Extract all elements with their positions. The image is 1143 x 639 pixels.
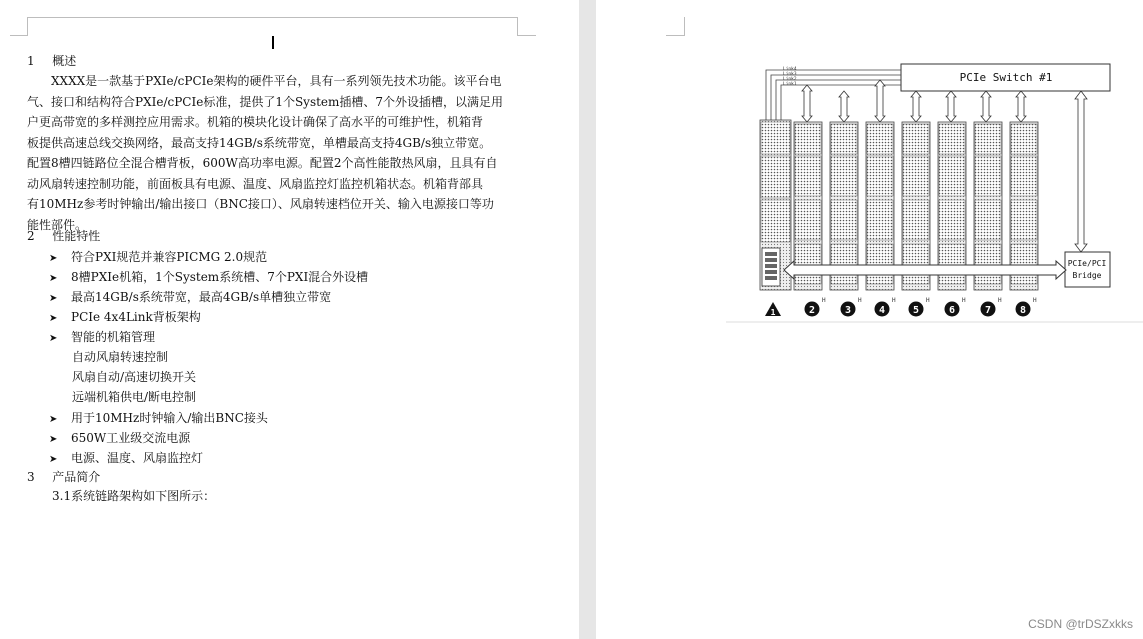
section-title: 概述 — [52, 54, 77, 68]
slot-superscript: H — [892, 297, 896, 304]
system-slot-block — [760, 120, 791, 290]
slot-superscript: H — [822, 297, 826, 304]
section-1-heading — [27, 51, 76, 71]
intro-paragraph — [27, 71, 521, 235]
paragraph-line: 有10MHz参考时钟输出/输出接口（BNC接口）、风扇转速档位开关、输入电源接口等功 — [27, 197, 494, 211]
slot-superscript: H — [962, 297, 966, 304]
arrow-bullet-icon: ➤ — [49, 434, 58, 445]
header-guide-line — [28, 17, 518, 18]
section-3-1-text: 3.1系统链路架构如下图所示： — [52, 489, 216, 503]
section-title: 产品简介 — [52, 470, 101, 484]
system-slot-number: 1 — [770, 308, 776, 317]
page-gutter — [579, 0, 596, 639]
feature-bullet: ➤ 650W工业级交流电源 — [49, 428, 190, 450]
slot-number: 3 — [844, 305, 852, 316]
text-cursor — [272, 36, 274, 49]
sub-feature-line: 远端机箱供电/断电控制 — [72, 390, 197, 404]
margin-mark-right — [518, 35, 536, 36]
pcie-pci-bridge-box — [1065, 252, 1110, 287]
section-number: 3 — [27, 470, 35, 484]
bridge-vertical-arrow — [1075, 91, 1087, 252]
sub-feature-line: 风扇自动/高速切换开关 — [72, 370, 197, 384]
paragraph-line: 配置8槽四链路位全混合槽背板，600W高功率电源。配置2个高性能散热风扇，且具有自 — [27, 156, 498, 170]
slot-superscript: H — [926, 297, 930, 304]
bridge-label-line2: Bridge — [1072, 271, 1102, 280]
arrow-bullet-icon: ➤ — [49, 454, 58, 465]
slot-number: 4 — [878, 305, 886, 316]
slot-number: 2 — [808, 305, 816, 316]
feature-bullet: ➤ 智能的机箱管理 — [49, 327, 155, 349]
paragraph-line: 板提供高速总线交换网络，最高支持14GB/s系统带宽，单槽最高支持4GB/s独立带宽。 — [27, 135, 492, 150]
arrow-bullet-icon: ➤ — [49, 414, 58, 425]
link-label: Link1 — [783, 82, 797, 87]
paragraph-line: 户更高带宽的多样测控应用需求。机箱的模块化设计确保了高水平的可维护性，机箱背 — [27, 115, 484, 129]
slot-number: 8 — [1019, 305, 1027, 316]
section-3-heading — [27, 467, 100, 487]
document-page-right[interactable] — [596, 0, 1143, 639]
watermark: CSDN @trDSZxkks — [1028, 617, 1133, 631]
section-2-heading — [27, 226, 100, 246]
paragraph-line: 动风扇转速控制功能，前面板具有电源、温度、风扇监控灯监控机箱状态。机箱背部具 — [27, 176, 484, 191]
sub-feature-line: 自动风扇转速控制 — [72, 350, 169, 364]
header-guide-right — [517, 17, 518, 36]
bridge-label-line1: PCIe/PCI — [1067, 259, 1107, 268]
section-number: 2 — [27, 229, 35, 243]
slot-number-markers — [765, 297, 1037, 317]
slot-number: 6 — [948, 305, 956, 316]
section-number: 1 — [27, 54, 35, 68]
feature-bullet: ➤ 8槽PXIe机箱，1个System系统槽、7个PXI混合外设槽 — [49, 267, 368, 289]
margin-mark-left — [10, 35, 27, 36]
header-guide-left — [27, 17, 28, 36]
paragraph-line: 能性部件。 — [27, 217, 88, 232]
section-title: 性能特性 — [52, 229, 101, 243]
feature-bullet: ➤ 电源、温度、风扇监控灯 — [49, 448, 203, 470]
feature-bullet: ➤ 最高14GB/s系统带宽，最高4GB/s单槽独立带宽 — [49, 287, 331, 309]
slot-superscript: H — [998, 297, 1002, 304]
paragraph-line: 气、接口和结构符合PXIe/cPCIe标准，提供了1个System插槽、7个外设插槽，以满足用 — [27, 94, 504, 109]
feature-bullet: ➤ 符合PXI规范并兼容PICMG 2.0规范 — [49, 247, 267, 269]
pcie-switch-label: PCIe Switch #1 — [959, 71, 1053, 84]
link-label: Link4 — [783, 67, 797, 72]
paragraph-line: XXXX是一款基于PXIe/cPCIe架构的硬件平台，具有一系列领先技术功能。该平台电 — [51, 74, 502, 88]
slot-superscript: H — [1033, 297, 1037, 304]
arrow-bullet-icon: ➤ — [49, 313, 58, 324]
arrow-bullet-icon: ➤ — [49, 333, 58, 344]
system-architecture-diagram — [596, 0, 1143, 317]
slot-number: 5 — [912, 305, 920, 316]
arrow-bullet-icon: ➤ — [49, 253, 58, 264]
link-label: Link2 — [783, 77, 797, 82]
arrow-bullet-icon: ➤ — [49, 293, 58, 304]
link-label: Link3 — [783, 72, 797, 77]
feature-bullet: ➤ PCIe 4x4Link背板架构 — [49, 307, 201, 329]
slot-number: 7 — [984, 305, 992, 316]
feature-bullet: ➤ 用于10MHz时钟输入/输出BNC接头 — [49, 408, 268, 430]
slot-superscript: H — [858, 297, 862, 304]
arrow-bullet-icon: ➤ — [49, 273, 58, 284]
